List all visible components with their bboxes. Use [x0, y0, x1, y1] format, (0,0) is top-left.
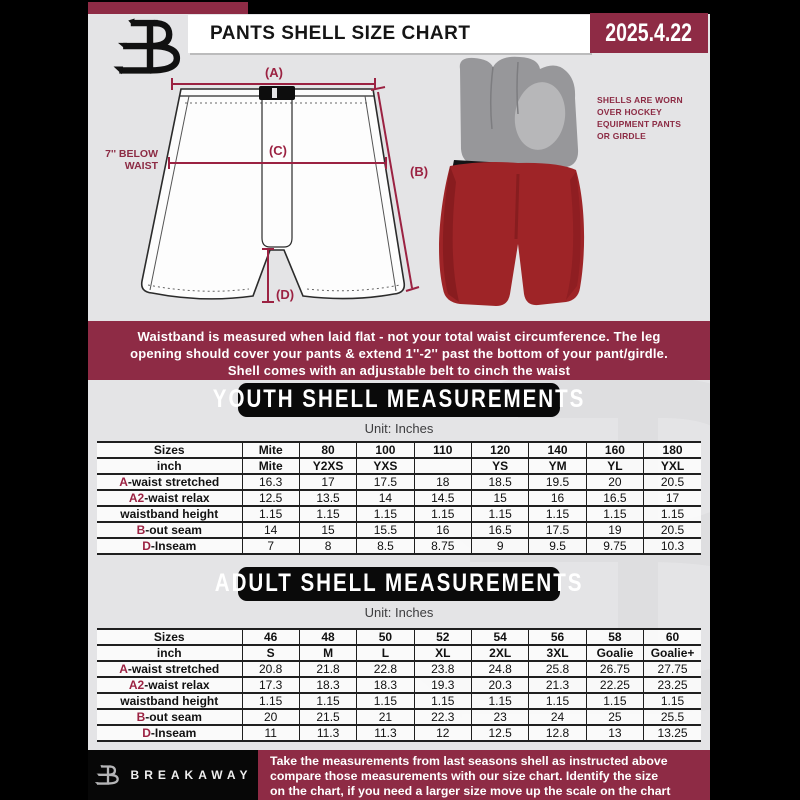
- label-c: (C): [268, 143, 288, 158]
- label-a: (A): [264, 65, 284, 80]
- footer-instruction-line: Take the measurements from last seasons shell as instructed above: [270, 754, 668, 768]
- size-cell: 1.15: [242, 506, 299, 522]
- content-column: [88, 0, 710, 800]
- size-cell: 8: [299, 538, 356, 554]
- size-cell: 15: [299, 522, 356, 538]
- page-title: PANTS SHELL SIZE CHART: [210, 23, 471, 44]
- size-cell: YM: [529, 458, 586, 474]
- youth-size-table: [97, 441, 701, 555]
- size-cell: 140: [529, 442, 586, 458]
- size-cell: 14: [357, 490, 414, 506]
- size-cell: 22.8: [357, 661, 414, 677]
- size-cell: 11.3: [299, 725, 356, 741]
- size-cell: 22.3: [414, 709, 471, 725]
- size-cell: 14: [242, 522, 299, 538]
- size-cell: 180: [644, 442, 701, 458]
- size-cell: 1.15: [529, 693, 586, 709]
- row-label: Sizes: [97, 442, 242, 458]
- table-row: [97, 474, 701, 490]
- size-cell: 20.5: [644, 522, 701, 538]
- table-row: [97, 458, 701, 474]
- size-cell: S: [242, 645, 299, 661]
- size-cell: Y2XS: [299, 458, 356, 474]
- hockey-pants-photo: [439, 57, 584, 306]
- row-label-prefix: D: [142, 726, 151, 740]
- size-cell: 8.5: [357, 538, 414, 554]
- row-label-prefix: B: [136, 710, 146, 724]
- table-row: [97, 506, 701, 522]
- size-cell: Mite: [242, 442, 299, 458]
- size-cell: 80: [299, 442, 356, 458]
- size-cell: 1.15: [472, 693, 529, 709]
- size-cell: 18: [414, 474, 471, 490]
- table-row: [97, 538, 701, 554]
- header-accent-strip: [88, 2, 248, 14]
- date-badge: [590, 13, 708, 53]
- size-cell: 23.25: [644, 677, 701, 693]
- size-cell: 23.8: [414, 661, 471, 677]
- size-cell: 20.3: [472, 677, 529, 693]
- breakaway-b-logo-icon-small: [94, 764, 122, 787]
- size-cell: 26.75: [586, 661, 643, 677]
- notice-banner: [88, 321, 710, 380]
- size-cell: 1.15: [299, 506, 356, 522]
- adult-section-title: [214, 567, 584, 601]
- row-label-prefix: A2: [128, 678, 145, 692]
- size-cell: 24.8: [472, 661, 529, 677]
- row-label-prefix: B: [136, 523, 146, 537]
- label-d: (D): [276, 287, 295, 302]
- size-cell: 16.5: [586, 490, 643, 506]
- size-cell: 9.75: [586, 538, 643, 554]
- footer-instruction-line: on the chart, if you need a larger size move up the scale on the chart: [270, 784, 671, 798]
- below-waist-label-line1: 7'' BELOW: [105, 148, 158, 160]
- footer: [88, 750, 710, 800]
- breakaway-b-logo-icon: [110, 16, 190, 80]
- row-label: waistband height: [97, 693, 242, 709]
- size-cell: 21.8: [299, 661, 356, 677]
- size-cell: 20.5: [644, 474, 701, 490]
- pants-caption: [597, 94, 707, 142]
- size-cell: 1.15: [644, 506, 701, 522]
- size-cell: 9: [472, 538, 529, 554]
- table-row: [97, 442, 701, 458]
- row-label: B-out seam: [97, 522, 242, 538]
- size-cell: 1.15: [242, 693, 299, 709]
- size-cell: 17.5: [529, 522, 586, 538]
- size-cell: 120: [472, 442, 529, 458]
- row-label: A-waist stretched: [97, 661, 242, 677]
- table-row: [97, 645, 701, 661]
- table-row: [97, 693, 701, 709]
- size-cell: 1.15: [472, 506, 529, 522]
- size-cell: 11: [242, 725, 299, 741]
- size-cell: 27.75: [644, 661, 701, 677]
- size-cell: 13.5: [299, 490, 356, 506]
- youth-unit-label: Unit: Inches: [364, 421, 434, 436]
- size-cell: 18.3: [357, 677, 414, 693]
- size-cell: 18.3: [299, 677, 356, 693]
- row-label: inch: [97, 645, 242, 661]
- size-cell: 50: [357, 629, 414, 645]
- size-cell: 17: [644, 490, 701, 506]
- size-cell: 2XL: [472, 645, 529, 661]
- row-label: Sizes: [97, 629, 242, 645]
- size-cell: XL: [414, 645, 471, 661]
- pants-caption-line: OVER HOCKEY: [597, 107, 663, 117]
- size-cell: 19.5: [529, 474, 586, 490]
- brand-name: BREAKAWAY: [130, 768, 253, 782]
- size-cell: L: [357, 645, 414, 661]
- notice-line: Waistband is measured when laid flat - not your total waist circumference. The leg: [137, 329, 661, 344]
- notice-line: opening should cover your pants & extend 1''-2'' past the bottom of your pant/girdle.: [130, 346, 668, 361]
- belt-buckle-notch: [272, 88, 277, 98]
- notice-line: Shell comes with an adjustable belt to cinch the waist: [227, 363, 571, 378]
- row-label: D-Inseam: [97, 725, 242, 741]
- row-label: inch: [97, 458, 242, 474]
- size-cell: Mite: [242, 458, 299, 474]
- size-cell: 12.8: [529, 725, 586, 741]
- size-cell: 15: [472, 490, 529, 506]
- size-cell: 1.15: [529, 506, 586, 522]
- size-cell: [414, 458, 471, 474]
- size-cell: 19.3: [414, 677, 471, 693]
- row-label: A2-waist relax: [97, 677, 242, 693]
- size-cell: 24: [529, 709, 586, 725]
- size-cell: 18.5: [472, 474, 529, 490]
- size-cell: M: [299, 645, 356, 661]
- size-cell: 1.15: [357, 693, 414, 709]
- size-cell: 16.5: [472, 522, 529, 538]
- size-cell: 58: [586, 629, 643, 645]
- size-cell: YXL: [644, 458, 701, 474]
- size-cell: 8.75: [414, 538, 471, 554]
- size-cell: 1.15: [414, 693, 471, 709]
- size-cell: 3XL: [529, 645, 586, 661]
- size-cell: 21.5: [299, 709, 356, 725]
- row-label: waistband height: [97, 506, 242, 522]
- size-cell: YS: [472, 458, 529, 474]
- row-label: D-Inseam: [97, 538, 242, 554]
- size-cell: 20: [242, 709, 299, 725]
- youth-section-title: [212, 383, 586, 417]
- pants-caption-line: OR GIRDLE: [597, 131, 647, 141]
- size-cell: 12: [414, 725, 471, 741]
- size-cell: 17.5: [357, 474, 414, 490]
- table-row: [97, 677, 701, 693]
- size-cell: 12.5: [242, 490, 299, 506]
- size-cell: 1.15: [586, 693, 643, 709]
- size-cell: 15.5: [357, 522, 414, 538]
- date-text: 2025.4.22: [605, 18, 693, 47]
- size-cell: 1.15: [644, 693, 701, 709]
- size-cell: 12.5: [472, 725, 529, 741]
- size-cell: 10.3: [644, 538, 701, 554]
- size-cell: 16.3: [242, 474, 299, 490]
- page-title-bar: [188, 15, 590, 53]
- size-cell: 60: [644, 629, 701, 645]
- size-cell: 1.15: [414, 506, 471, 522]
- size-cell: 20.8: [242, 661, 299, 677]
- size-cell: 21: [357, 709, 414, 725]
- youth-section-title-text: YOUTH SHELL MEASUREMENTS: [212, 385, 586, 413]
- size-cell: 13.25: [644, 725, 701, 741]
- pants-caption-line: SHELLS ARE WORN: [597, 95, 683, 105]
- size-cell: 9.5: [529, 538, 586, 554]
- size-cell: 25.5: [644, 709, 701, 725]
- pants-shell: [439, 162, 584, 306]
- size-cell: 13: [586, 725, 643, 741]
- adult-size-table: [97, 628, 701, 742]
- size-cell: 7: [242, 538, 299, 554]
- size-cell: 21.3: [529, 677, 586, 693]
- size-cell: 110: [414, 442, 471, 458]
- size-cell: 11.3: [357, 725, 414, 741]
- footer-instruction-line: compare those measurements with our size chart. Identify the size: [270, 769, 659, 783]
- row-label-prefix: A2: [128, 491, 145, 505]
- main-panel: [88, 14, 710, 750]
- size-cell: Goalie: [586, 645, 643, 661]
- row-label-prefix: A: [119, 662, 128, 676]
- table-row: [97, 661, 701, 677]
- adult-unit-label: Unit: Inches: [364, 605, 434, 620]
- adult-section-title-text: ADULT SHELL MEASUREMENTS: [214, 569, 584, 597]
- table-row: [97, 709, 701, 725]
- size-cell: 19: [586, 522, 643, 538]
- footer-brand-box: [88, 750, 258, 800]
- size-cell: 20: [586, 474, 643, 490]
- shorts-outline: [142, 89, 405, 299]
- size-cell: 25: [586, 709, 643, 725]
- size-cell: 16: [414, 522, 471, 538]
- size-cell: Goalie+: [644, 645, 701, 661]
- table-row: [97, 522, 701, 538]
- size-cell: 46: [242, 629, 299, 645]
- size-cell: 1.15: [357, 506, 414, 522]
- size-cell: 1.15: [586, 506, 643, 522]
- size-cell: 23: [472, 709, 529, 725]
- row-label-prefix: A: [119, 475, 128, 489]
- pants-caption-line: EQUIPMENT PANTS: [597, 119, 682, 129]
- size-cell: 14.5: [414, 490, 471, 506]
- size-cell: 16: [529, 490, 586, 506]
- size-cell: 54: [472, 629, 529, 645]
- size-cell: 160: [586, 442, 643, 458]
- row-label-prefix: D: [142, 539, 151, 553]
- size-cell: YL: [586, 458, 643, 474]
- size-cell: 25.8: [529, 661, 586, 677]
- size-cell: 17: [299, 474, 356, 490]
- row-label: B-out seam: [97, 709, 242, 725]
- size-cell: 100: [357, 442, 414, 458]
- size-cell: 1.15: [299, 693, 356, 709]
- size-cell: 48: [299, 629, 356, 645]
- below-waist-label-line2: WAIST: [124, 160, 158, 172]
- row-label: A2-waist relax: [97, 490, 242, 506]
- label-b: (B): [410, 164, 429, 179]
- table-row: [97, 490, 701, 506]
- table-row: [97, 725, 701, 741]
- size-cell: 52: [414, 629, 471, 645]
- row-label: A-waist stretched: [97, 474, 242, 490]
- size-cell: YXS: [357, 458, 414, 474]
- size-cell: 17.3: [242, 677, 299, 693]
- table-row: [97, 629, 701, 645]
- size-cell: 56: [529, 629, 586, 645]
- size-cell: 22.25: [586, 677, 643, 693]
- footer-instructions: [258, 750, 710, 800]
